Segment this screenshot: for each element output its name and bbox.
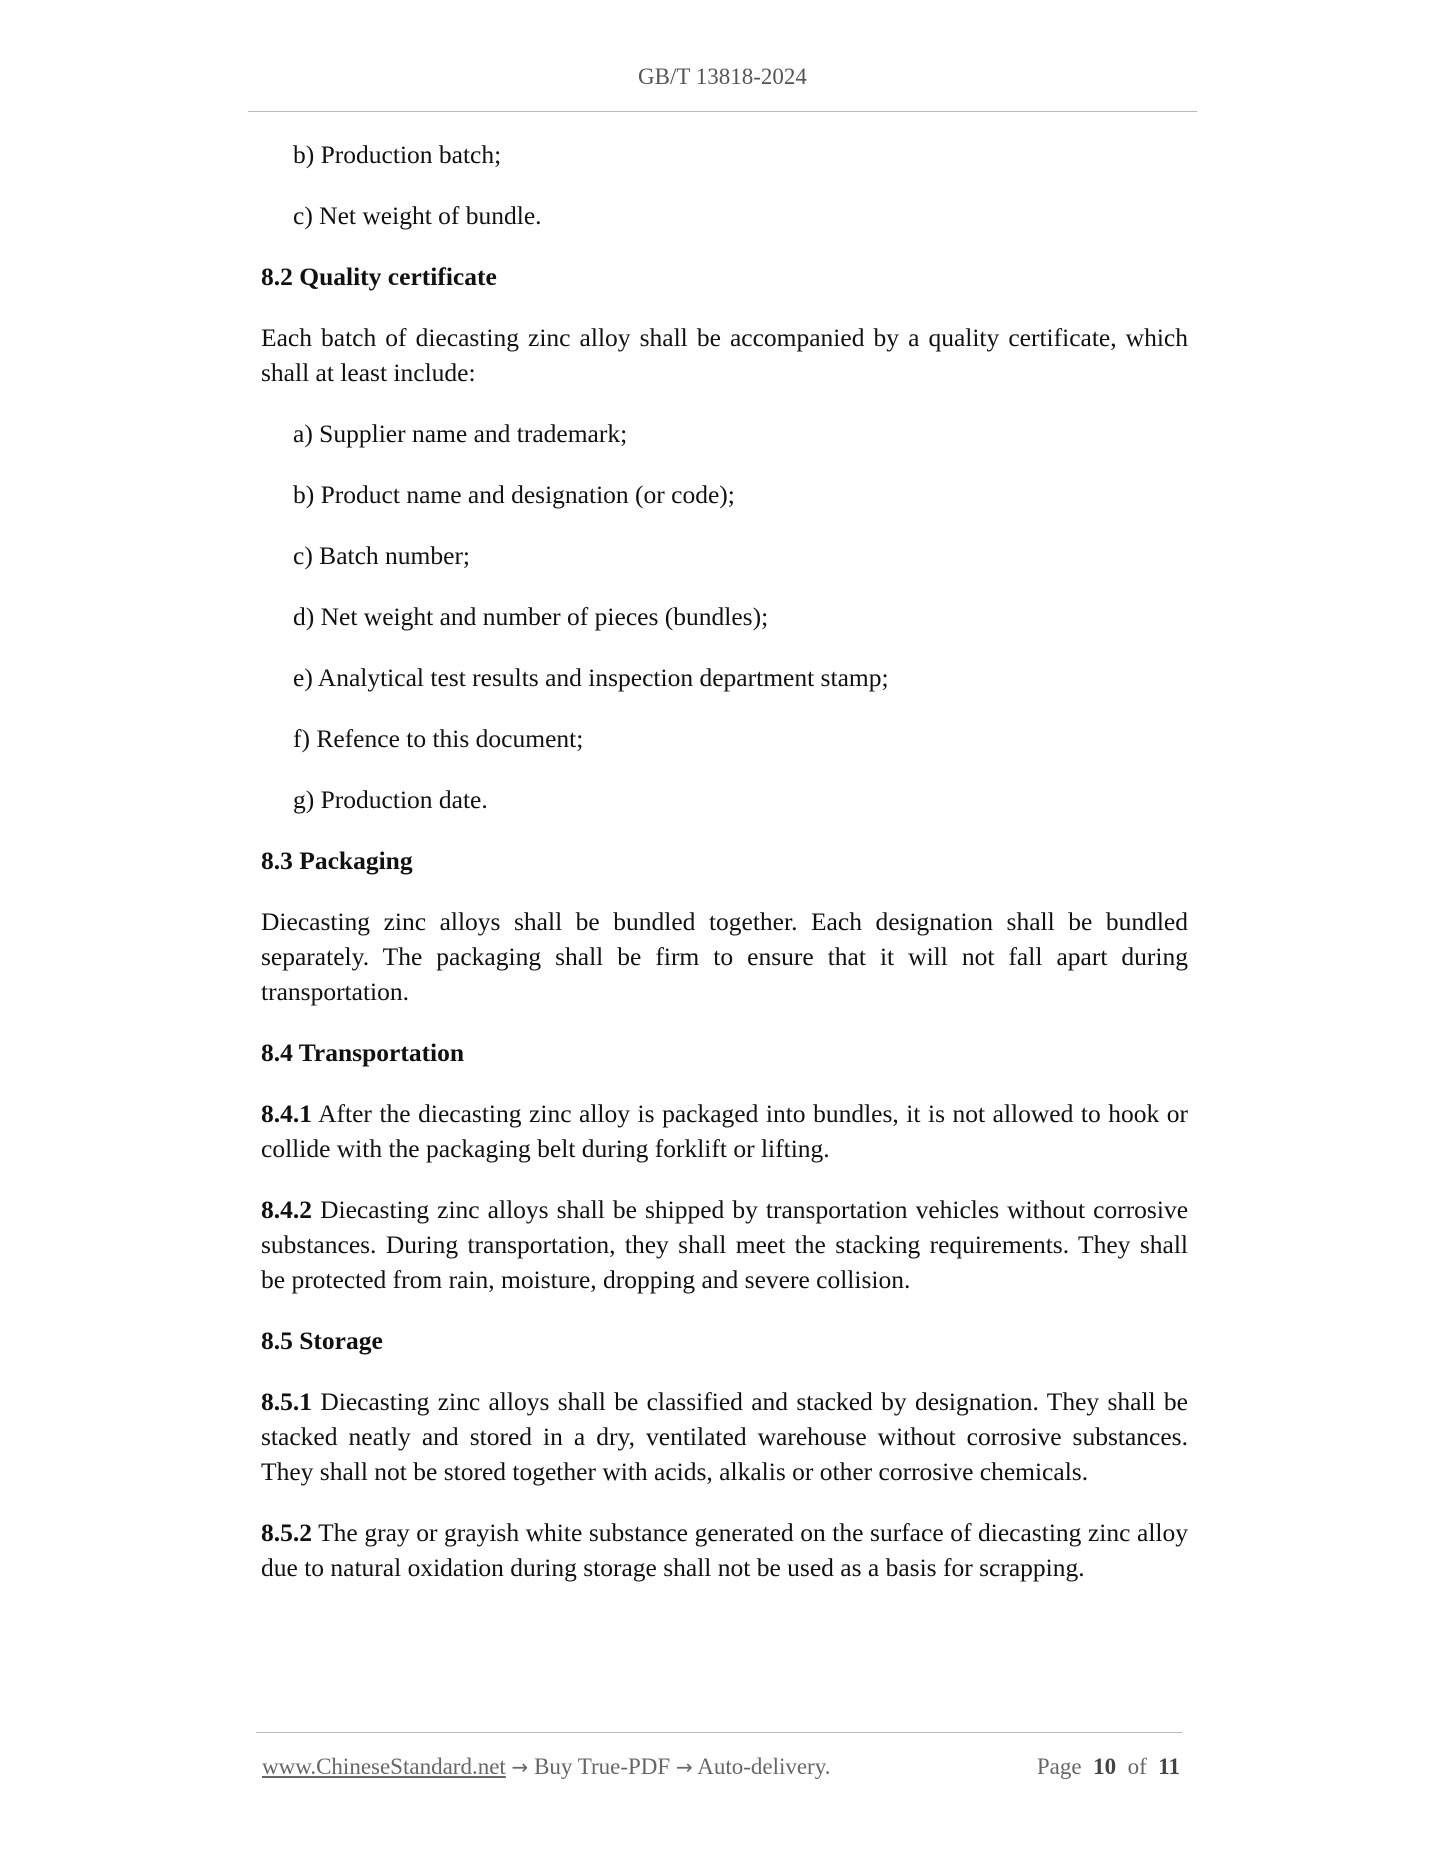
clause-text: After the diecasting zinc alloy is packaged into bundles, it is not allowed to hook or collide with the packaging belt during forklift or lifting. — [261, 1099, 1188, 1163]
list-item: c) Batch number; — [293, 541, 471, 570]
clause-number: 8.4.2 — [261, 1195, 312, 1224]
clause-paragraph — [261, 1192, 1188, 1297]
footer-divider — [256, 1732, 1182, 1733]
site-link[interactable]: www.ChineseStandard.net — [262, 1754, 506, 1779]
clause-text: Diecasting zinc alloys shall be shipped by transportation vehicles without corrosive substances. During transportation, they shall meet the stacking requirements. They shall be protected from rain, moisture, dropping and severe collision. — [261, 1195, 1189, 1294]
page-number — [1037, 1752, 1180, 1782]
list-item: e) Analytical test results and inspection department stamp; — [293, 663, 889, 692]
section-paragraph: Diecasting zinc alloys shall be bundled together. Each designation shall be bundled separately. The packaging shall be firm to ensure that it will not fall apart during transportation. — [261, 907, 1188, 1006]
list-item: c) Net weight of bundle. — [293, 201, 542, 230]
of-label: of — [1127, 1754, 1147, 1779]
page-label: Page — [1036, 1754, 1082, 1779]
page-current: 10 — [1093, 1754, 1117, 1779]
page-content — [261, 137, 1188, 1611]
document-header-title: GB/T 13818-2024 — [638, 64, 807, 89]
buy-pdf-text: Buy True-PDF — [534, 1754, 671, 1779]
auto-delivery-text: Auto-delivery. — [697, 1754, 831, 1779]
footer-promo — [262, 1752, 830, 1782]
clause-number: 8.5.2 — [261, 1518, 312, 1547]
list-item: g) Production date. — [293, 785, 488, 814]
page-total: 11 — [1158, 1754, 1180, 1779]
clause-number: 8.4.1 — [261, 1099, 312, 1128]
clause-paragraph — [261, 1515, 1188, 1585]
section-heading-packaging: 8.3 Packaging — [261, 846, 413, 875]
list-item: a) Supplier name and trademark; — [293, 419, 628, 448]
clause-text: Diecasting zinc alloys shall be classified and stacked by designation. They shall be stacked neatly and stored in a dry, ventilated warehouse without corrosive substances. They shall not be stored together with acids, alkalis or other corrosive chemicals. — [261, 1387, 1189, 1486]
section-paragraph: Each batch of diecasting zinc alloy shall be accompanied by a quality certificate, which shall at least include: — [261, 323, 1188, 387]
section-heading-storage: 8.5 Storage — [261, 1326, 383, 1355]
clause-text: The gray or grayish white substance generated on the surface of diecasting zinc alloy due to natural oxidation during storage shall not be used as a basis for scrapping. — [261, 1518, 1188, 1582]
list-item: f) Refence to this document; — [293, 724, 584, 753]
clause-paragraph — [261, 1384, 1188, 1489]
section-heading-quality-certificate: 8.2 Quality certificate — [261, 262, 497, 291]
arrow-right-icon: → — [511, 1755, 529, 1779]
clause-number: 8.5.1 — [261, 1387, 312, 1416]
list-item: b) Production batch; — [293, 140, 502, 169]
section-heading-transportation: 8.4 Transportation — [261, 1038, 465, 1067]
list-item: b) Product name and designation (or code); — [293, 480, 735, 509]
arrow-right-icon: → — [675, 1755, 693, 1779]
clause-paragraph — [261, 1096, 1188, 1166]
list-item: d) Net weight and number of pieces (bundles); — [293, 602, 769, 631]
header-divider — [248, 111, 1197, 112]
page-footer — [262, 1752, 1180, 1782]
